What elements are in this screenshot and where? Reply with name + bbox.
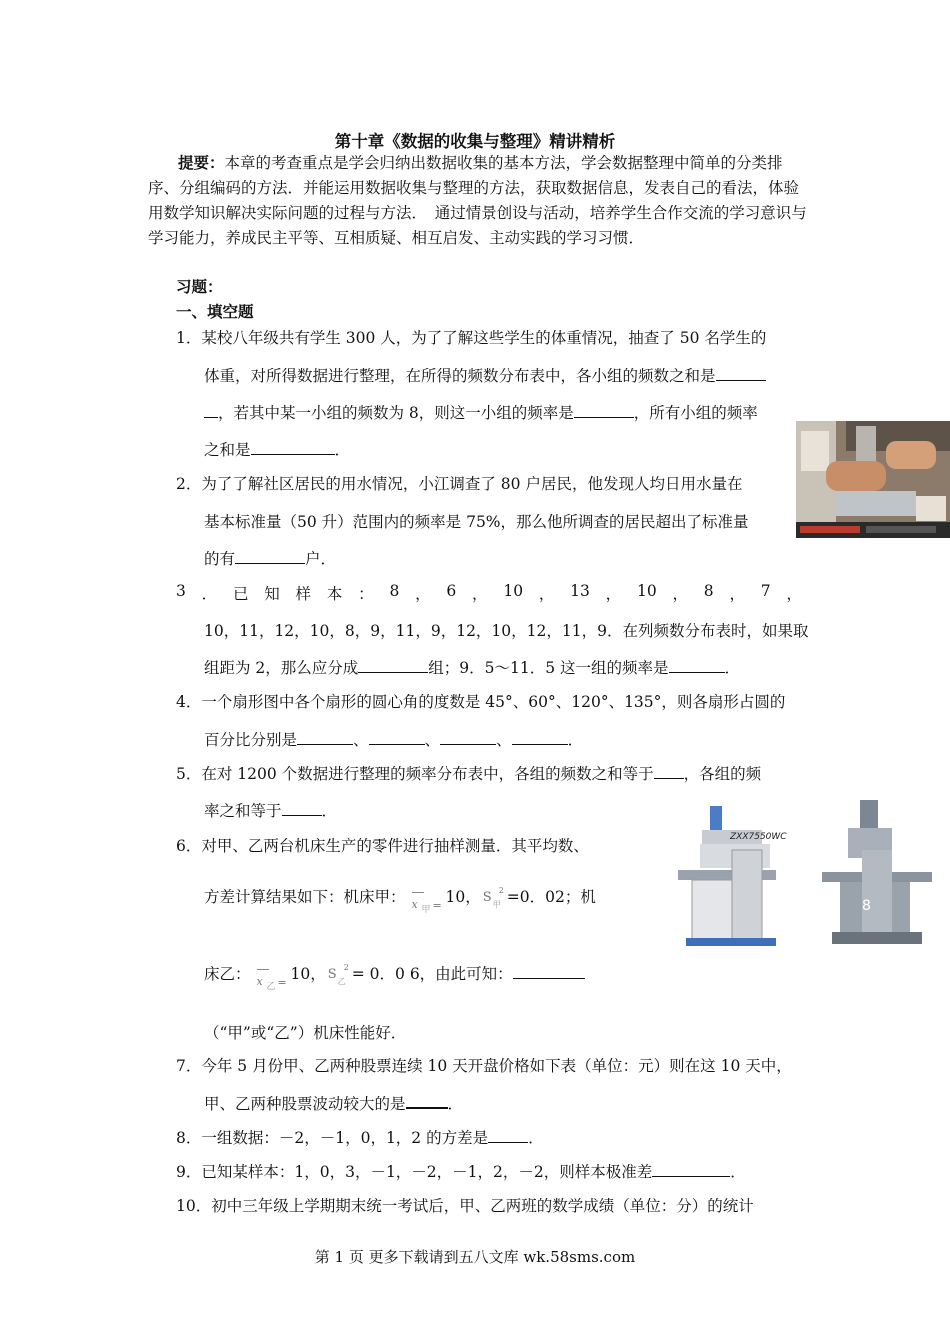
q3-line1: 3 ． 已 知 样 本 ： 8 ， 6 ， 10 ， 13 ， 10 ， 8 ， 7 ，	[176, 582, 802, 603]
summary-text: 本章的考查重点是学会归纳出数据收集的基本方法，学会数据整理中简单的分类排序、分组编码的方法．并能运用数据收集与整理的方法，获取数据信息，发表自己的看法，体验用数学知识解决实际问题的过程与方法． 通过情景创设与活动，培养学生合作交流的学习意识与学习能力，养成民主平等、互相质疑、相互启发、主动实践的学习习惯．	[148, 154, 807, 247]
section-fill-blank: 一、填空题	[176, 302, 254, 321]
variance-yi-symbol: S 乙 2	[327, 963, 349, 986]
q7-line1: 7．今年 5 月份甲、乙两种股票连续 10 天开盘价格如下表（单位：元）则在这 10 天中，	[176, 1057, 792, 1075]
q2-line3: 的有 户．	[204, 550, 337, 568]
q2-line1: 2．为了了解社区居民的用水情况，小江调查了 80 户居民，他发现人均日用水量在	[176, 475, 743, 493]
water-usage-photo	[796, 421, 950, 538]
machine-model-label: ZXX7550WC	[730, 832, 787, 842]
mean-yi-formula: x 乙 =	[256, 975, 287, 992]
q1-blank1-cont	[204, 403, 218, 418]
q4-line2: 百分比分别是 、 、 、 ．	[204, 731, 584, 749]
q1-blank2	[574, 403, 634, 418]
q5-line1: 5．在对 1200 个数据进行整理的频率分布表中，各组的频数之和等于 ，各组的频	[176, 765, 762, 783]
summary-label: 提要：	[178, 153, 225, 172]
q5-blank1	[654, 764, 684, 779]
q8-blank	[488, 1128, 528, 1143]
q4-line1: 4．一个扇形图中各个扇形的圆心角的度数是 45°、60°、120°、135°，则各扇形占圆的	[176, 693, 786, 711]
q3-line2: 10，11，12，10，8，9，11，9，12，10，12，11，9．在列频数分布表时，如果取	[204, 622, 809, 640]
q4-blank4	[512, 730, 568, 745]
q1-blank1	[716, 366, 766, 381]
q4-blank1	[297, 730, 353, 745]
milling-machines-photo	[672, 800, 950, 948]
q5-blank2	[282, 801, 322, 816]
q1-line2: 体重，对所得数据进行整理，在所得的频数分布表中，各小组的频数之和是	[204, 364, 766, 386]
q2-line2: 基本标准量（50 升）范围内的频率是 75%，那么他所调查的居民超出了标准量	[204, 513, 749, 531]
q10-line1: 10．初中三年级上学期期末统一考试后，甲、乙两班的数学成绩（单位：分）的统计	[176, 1197, 754, 1215]
q1-line3: ，若其中某一小组的频数为 8，则这一小组的频率是 ，所有小组的频率	[204, 401, 758, 423]
q3-blank1	[358, 658, 428, 673]
q6-line3: 床乙： x 乙 = 10， S 乙 2 = 0．0 6，由此可知：	[204, 962, 585, 987]
page-footer: 第 1 页 更多下载请到五八文库 wk.58sms.com	[314, 1248, 636, 1266]
q5-line2: 率之和等于 ．	[204, 802, 338, 820]
page-title: 第十章《数据的收集与整理》精讲精析	[334, 132, 616, 151]
q1-blank3	[251, 440, 335, 455]
exercises-label: 习题：	[176, 277, 223, 296]
q9-line: 9．已知某样本：1，0，3，－1，－2，－1，2，－2，则样本极准差 ．	[176, 1163, 746, 1181]
q1-line4: 之和是 ．	[204, 441, 351, 459]
q7-line2: 甲、乙两种股票波动较大的是 ．	[204, 1095, 464, 1113]
q1-line1: 1．某校八年级共有学生 300 人，为了了解这些学生的体重情况，抽查了 50 名学生的	[176, 329, 767, 347]
svg-text:8: 8	[862, 898, 871, 914]
summary-paragraph	[148, 150, 808, 251]
q8-line: 8．一组数据：－2，－1，0，1，2 的方差是 ．	[176, 1129, 544, 1147]
q7-blank	[406, 1093, 448, 1109]
q6-line1: 6．对甲、乙两台机床生产的零件进行抽样测量．其平均数、	[176, 837, 589, 855]
q6-line2: 方差计算结果如下：机床甲： x 甲 = 10， S 甲 2 =0．02；机	[204, 886, 596, 915]
variance-jia-symbol: S 甲 2	[482, 886, 504, 909]
q6-blank	[513, 964, 585, 979]
q3-line3: 组距为 2，那么应分成 组；9．5～11．5 这一组的频率是 ．	[204, 659, 741, 677]
q9-blank	[652, 1162, 730, 1177]
q4-blank2	[369, 730, 425, 745]
q2-blank	[235, 549, 305, 564]
q4-blank3	[440, 730, 496, 745]
q3-blank2	[669, 658, 725, 673]
q6-line4: （“甲”或“乙”）机床性能好．	[204, 1024, 407, 1042]
mean-jia-formula: x 甲 =	[411, 898, 442, 915]
